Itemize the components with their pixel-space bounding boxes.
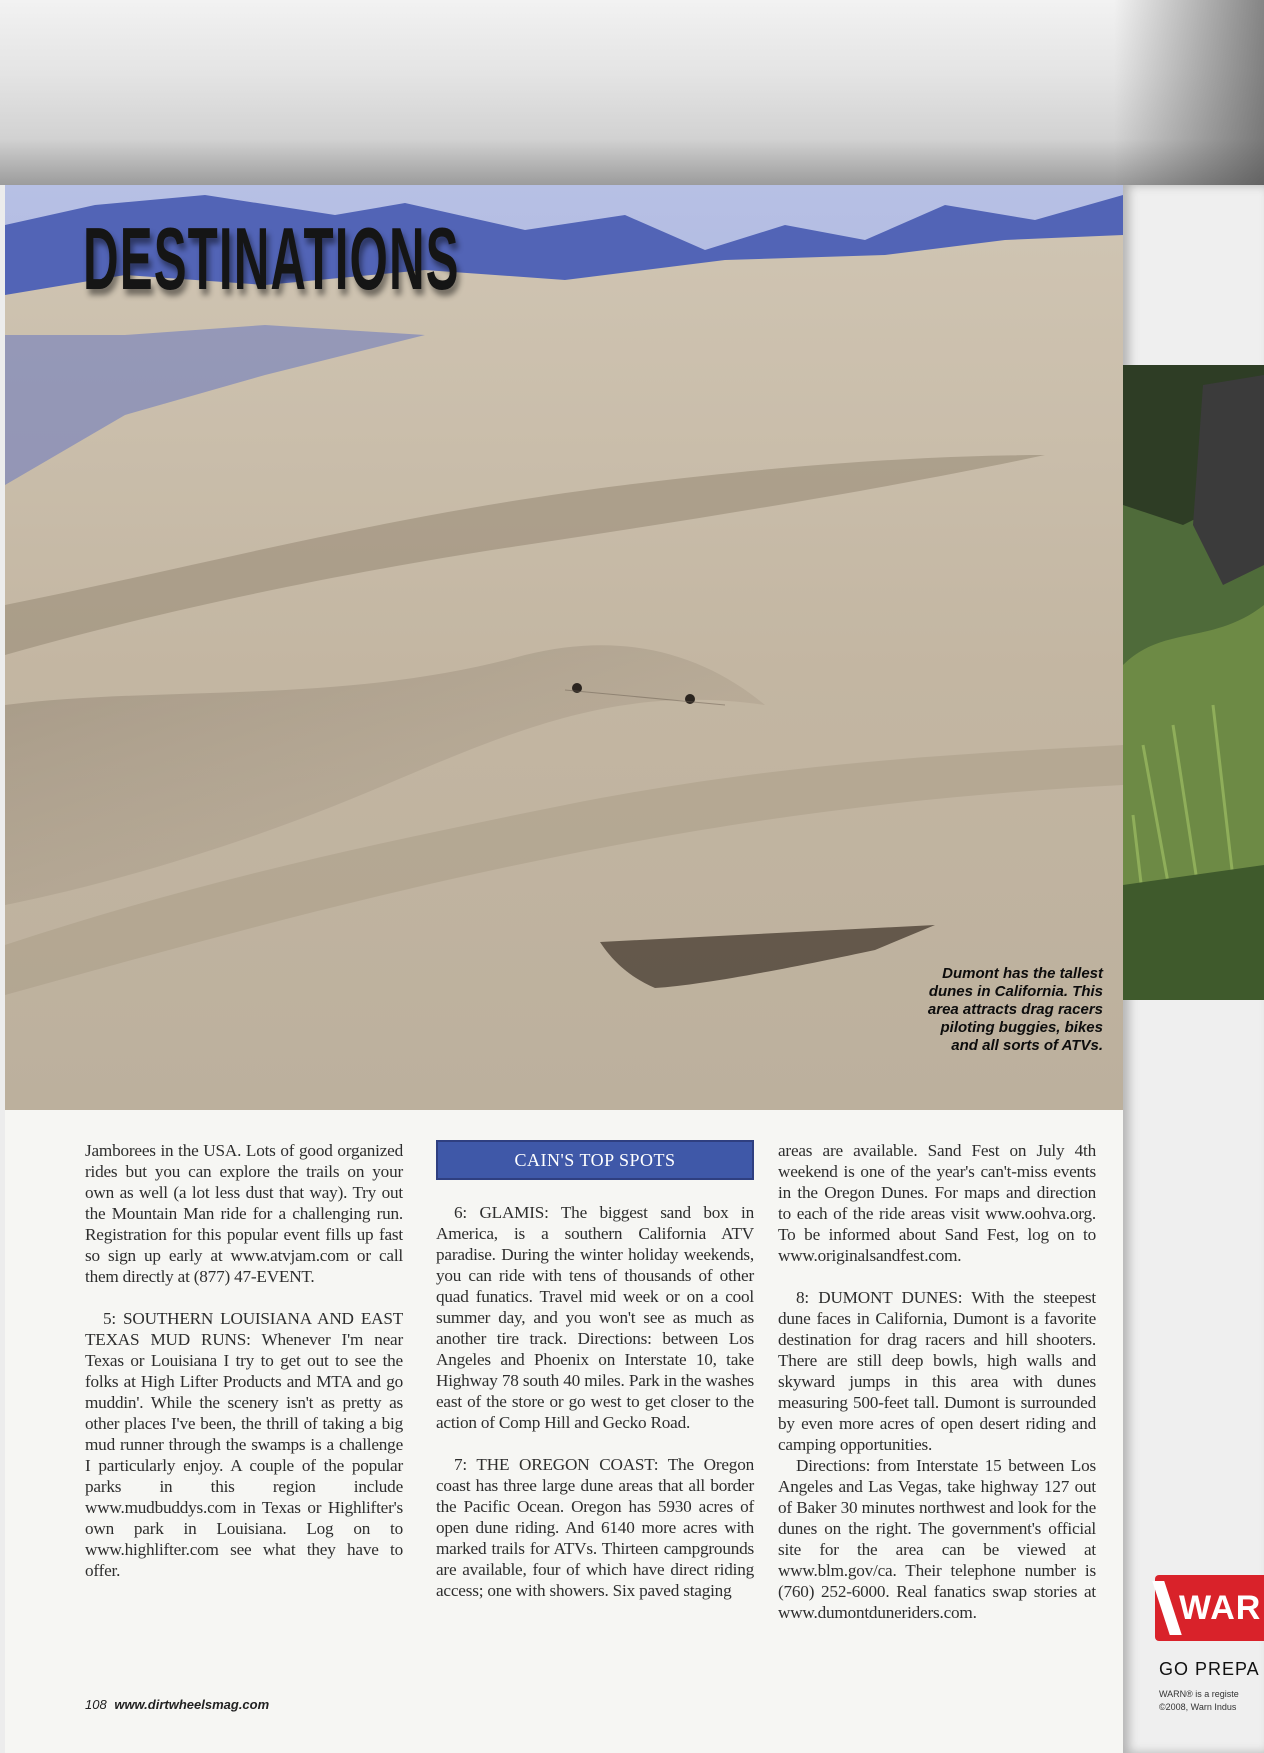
page-number: 108 [85, 1697, 107, 1712]
paragraph: 6: GLAMIS: The biggest sand box in America, is a southern California ATV paradise. During the winter holiday weekends, you can ride with tens of thousands of other quad funatics. Travel mid week or on a cool summer day, and you won't see as much as another tire track. Directions: between Los Angeles and Phoenix on Interstate 10, take Highway 78 south 40 miles. Park in the washes east of the store or go west to get closer to the action of Comp Hill and Gecko Road. [436, 1203, 754, 1432]
article-column-1 [85, 1140, 403, 1581]
paragraph: Directions: from Interstate 15 between Los Angeles and Las Vegas, take highway 127 out of Baker 30 minutes northwest and look for the dunes on the right. The government's official site for the area can be viewed at www.blm.gov/ca. Their telephone number is (760) 252-6000. Real fanatics swap stories at www.dumontduneriders.com. [778, 1456, 1096, 1622]
photo-caption: Dumont has the tallest dunes in California. This area attracts drag racers piloting buggies, bikes and all sorts of ATVs. [927, 965, 1103, 1054]
sidebar-header: CAIN'S TOP SPOTS [436, 1140, 754, 1180]
adjacent-page [1123, 185, 1264, 1753]
article-column-3 [778, 1140, 1096, 1623]
article-column-2 [436, 1140, 754, 1601]
ad-tagline: GO PREPA [1159, 1659, 1260, 1679]
paragraph: Jamborees in the USA. Lots of good organized rides but you can explore the trails on your own as well (a lot less dust that way). Try out the Mountain Man ride for a challenging run. Registration for this popular event fills up fast so sign up early at www.atvjam.com or call them directly at (877) 47-EVENT. [85, 1141, 403, 1286]
scan-top-shadow [0, 0, 1264, 185]
dune-photo [5, 185, 1123, 1110]
warn-logo [1155, 1575, 1264, 1641]
warn-logo-text: WAR [1179, 1589, 1262, 1627]
ad-legal-text [1159, 1688, 1239, 1714]
page-footer [85, 1697, 269, 1712]
paragraph: 7: THE OREGON COAST: The Oregon coast has three large dune areas that all border the Pacific Ocean. Oregon has 5930 acres of open dune riding. And 6140 more acres with marked trails for ATVs. Thirteen campgrounds are available, four of which have direct riding access; one with showers. Six paved staging [436, 1455, 754, 1600]
atv-photo [1123, 365, 1264, 1000]
ad-legal-line-2: ©2008, Warn Indus [1159, 1702, 1237, 1712]
atv-photo-image [1123, 365, 1264, 1000]
paragraph: areas are available. Sand Fest on July 4th weekend is one of the year's can't-miss events in the Oregon Dunes. For maps and direction to each of the ride areas visit www.oohva.org. To be informed about Sand Fest, log on to www.originalsandfest.com. [778, 1141, 1096, 1265]
paragraph: 5: SOUTHERN LOUISIANA AND EAST TEXAS MUD RUNS: Whenever I'm near Texas or Louisiana I try to get out to see the folks at High Lifter Products and MTA and go muddin'. While the scenery isn't as pretty as other places I've been, the thrill of taking a big mud runner through the swamps is a challenge I particularly enjoy. A couple of the popular parks in this region include www.mudbuddys.com in Texas or Highlifter's own park in Louisiana. Log on to www.highlifter.com see what they have to offer. [85, 1309, 403, 1580]
magazine-page [5, 185, 1123, 1753]
footer-website: www.dirtwheelsmag.com [114, 1697, 270, 1712]
paragraph: 8: DUMONT DUNES: With the steepest dune faces in California, Dumont is a favorite destination for drag racers and hill shooters. There are still deep bowls, high walls and skyward jumps in this area with dunes measuring 500-feet tall. Dumont is surrounded by even more acres of open desert riding and camping opportunities. [778, 1288, 1096, 1454]
ad-legal-line-1: WARN® is a registe [1159, 1689, 1239, 1699]
section-title: DESTINATIONS [83, 209, 460, 308]
